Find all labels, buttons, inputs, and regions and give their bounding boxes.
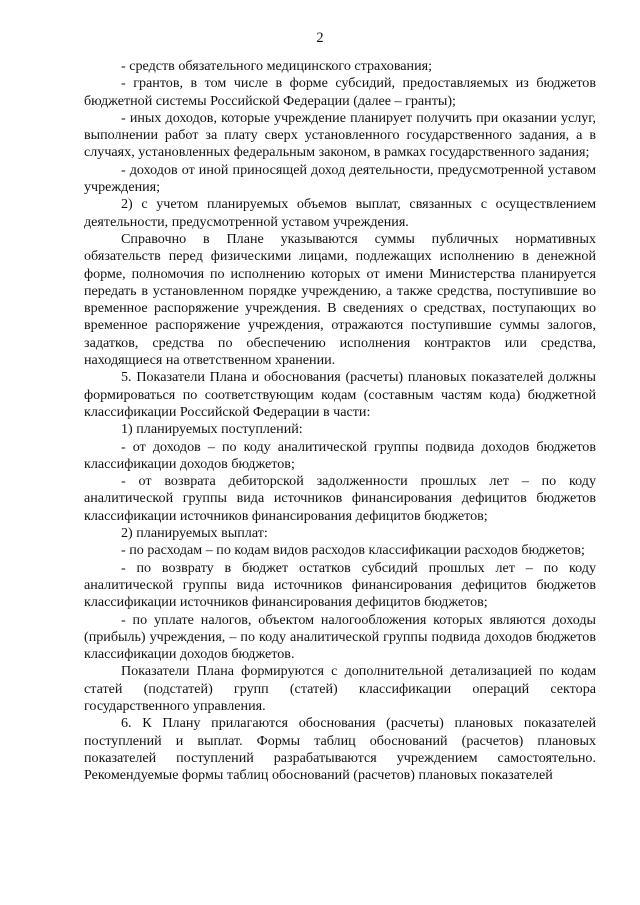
paragraph-grants: - грантов, в том числе в форме субсидий, предоставляемых из бюджетов бюджетной системы Российской Федерации (далее – гранты); xyxy=(84,75,596,109)
paragraph-mandatory-medical-insurance: - средств обязательного медицинского страхования; xyxy=(121,58,433,74)
paragraph-planned-payments: 2) с учетом планируемых объемов выплат, связанных с осуществлением деятельности, предусмотренной уставом учреждения. xyxy=(84,196,596,230)
paragraph-section-6: 6. К Плану прилагаются обоснования (расчеты) плановых показателей поступлений и выплат. Формы таблиц обоснований (расчетов) плановых показателей поступлений разрабатываются учреждением самостоятельно. Рекомендуемые формы таблиц обоснований (расчетов) плановых показателей xyxy=(84,715,596,784)
paragraph-subsidy-return: - по возврату в бюджет остатков субсидий прошлых лет – по коду аналитической группы вида источников финансирования дефицитов бюджетов классификации источников финансирования дефицитов бюджетов; xyxy=(84,559,596,611)
document-body xyxy=(84,58,596,784)
paragraph-reference-obligations: Справочно в Плане указываются суммы публичных нормативных обязательств перед физическими лицами, подлежащих исполнению в денежной форме, полномочия по исполнению которых от имени Министерства планируется передать в установленном порядке учреждению, а также средства, поступившие во временное распоряжение учреждения. В сведениях о средствах, поступающих во временное распоряжение учреждения, отражаются поступившие суммы залогов, задатков, средства по обеспечению исполнения контрактов или средства, находящиеся на ответственном хранении. xyxy=(84,230,596,369)
paragraph-receivables-return: - от возврата дебиторской задолженности прошлых лет – по коду аналитической группы вида источников финансирования дефицитов бюджетов классификации источников финансирования дефицитов бюджетов; xyxy=(84,473,596,524)
paragraph-income-generating-activity: - доходов от иной приносящей доход деятельности, предусмотренной уставом учреждения; xyxy=(84,161,596,196)
paragraph-other-income: - иных доходов, которые учреждение планирует получить при оказании услуг, выполнении работ за плату сверх установленного государственного задания, а в случаях, установленных федеральным законом, в рамках государственного задания; xyxy=(84,109,596,161)
paragraph-planned-payments-list: 2) планируемых выплат: xyxy=(121,525,268,542)
paragraph-section-5: 5. Показатели Плана и обоснования (расчеты) плановых показателей должны формироваться по соответствующим кодам (составным частям кода) бюджетной классификации Российской Федерации в части: xyxy=(84,369,596,420)
paragraph-from-income: - от доходов – по коду аналитической группы подвида доходов бюджетов классификации доходов бюджетов; xyxy=(84,438,596,472)
paragraph-planned-receipts: 1) планируемых поступлений: xyxy=(121,421,303,438)
paragraph-tax-payment: - по уплате налогов, объектом налогообложения которых являются доходы (прибыль) учреждения, – по коду аналитической группы подвида доходов бюджетов классификации доходов бюджетов. xyxy=(84,611,596,663)
paragraph-expenses: - по расходам – по кодам видов расходов классификации расходов бюджетов; xyxy=(121,542,585,559)
page-number: 2 xyxy=(316,30,324,46)
paragraph-detailing: Показатели Плана формируются с дополнительной детализацией по кодам статей (подстатей) групп (статей) классификации операций сектора государственного управления. xyxy=(84,663,596,714)
